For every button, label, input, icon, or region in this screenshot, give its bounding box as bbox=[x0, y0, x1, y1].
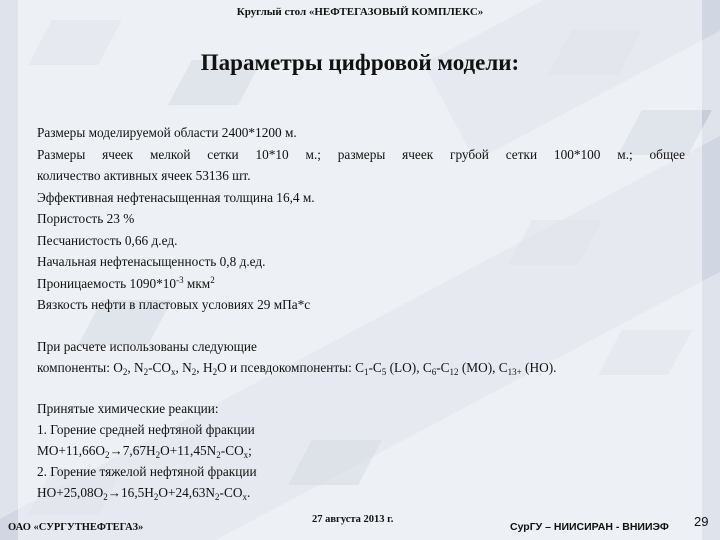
param-porosity: Пористость 23 % bbox=[37, 211, 135, 226]
components-intro: При расчете использованы следующие bbox=[37, 339, 257, 354]
slide-title: Параметры цифровой модели: bbox=[200, 50, 520, 75]
footer-date: 27 августа 2013 г. bbox=[312, 514, 394, 525]
param-area-size: Размеры моделируемой области 2400*1200 м. bbox=[37, 125, 297, 140]
components-block bbox=[37, 336, 697, 378]
model-parameters bbox=[37, 122, 685, 316]
param-permeability: Проницаемость $1090*10^{-3}$ мкм$^2$ bbox=[37, 274, 215, 291]
param-viscosity: Вязкость нефти в пластовых условиях 29 мПа*с bbox=[37, 297, 311, 312]
reaction-2-equation: $HO+25,08O_2\to 16,5H_2O+24,63N_2-CO_x$. bbox=[37, 485, 251, 502]
reaction-2-title: 2. Горение тяжелой нефтяной фракции bbox=[37, 464, 257, 479]
footer-partners: СурГУ – НИИСИРАН - ВНИИЭФ bbox=[510, 521, 669, 533]
components-list: компоненты: $O_2$, $N_2-CO_x$, $N_2$, $H_2O$ и псевдокомпоненты: $C_1-C_5$ (LO), $C_6-C_{12}$ (MO), $C_{13+}$ (HO). bbox=[37, 360, 557, 377]
reactions-block bbox=[37, 398, 697, 503]
param-thickness: Эффективная нефтенасыщенная толщина 16,4 м. bbox=[37, 189, 315, 205]
param-sand-ratio: Песчанистость 0,66 д.ед. bbox=[37, 232, 178, 248]
reaction-1-equation: $MO+11,66O_2\to 7,67H_2O+11,45N_2-CO_x$; bbox=[37, 443, 252, 460]
param-cell-size: Размеры ячеек мелкой сетки 10*10 м.; размеры ячеек грубой сетки 100*100 м.; общее bbox=[37, 146, 685, 162]
reaction-1-title: 1. Горение средней нефтяной фракции bbox=[37, 422, 255, 437]
page-number: 29 bbox=[694, 514, 709, 529]
footer-organization: ОАО «СУРГУТНЕФТЕГАЗ» bbox=[8, 522, 144, 533]
slide-header: Круглый стол «НЕФТЕГАЗОВЫЙ КОМПЛЕКС» bbox=[236, 6, 484, 18]
param-cell-count: количество активных ячеек 53136 шт. bbox=[37, 168, 251, 183]
reactions-intro: Принятые химические реакции: bbox=[37, 401, 219, 416]
param-oil-saturation: Начальная нефтенасыщенность 0,8 д.ед. bbox=[37, 254, 266, 269]
